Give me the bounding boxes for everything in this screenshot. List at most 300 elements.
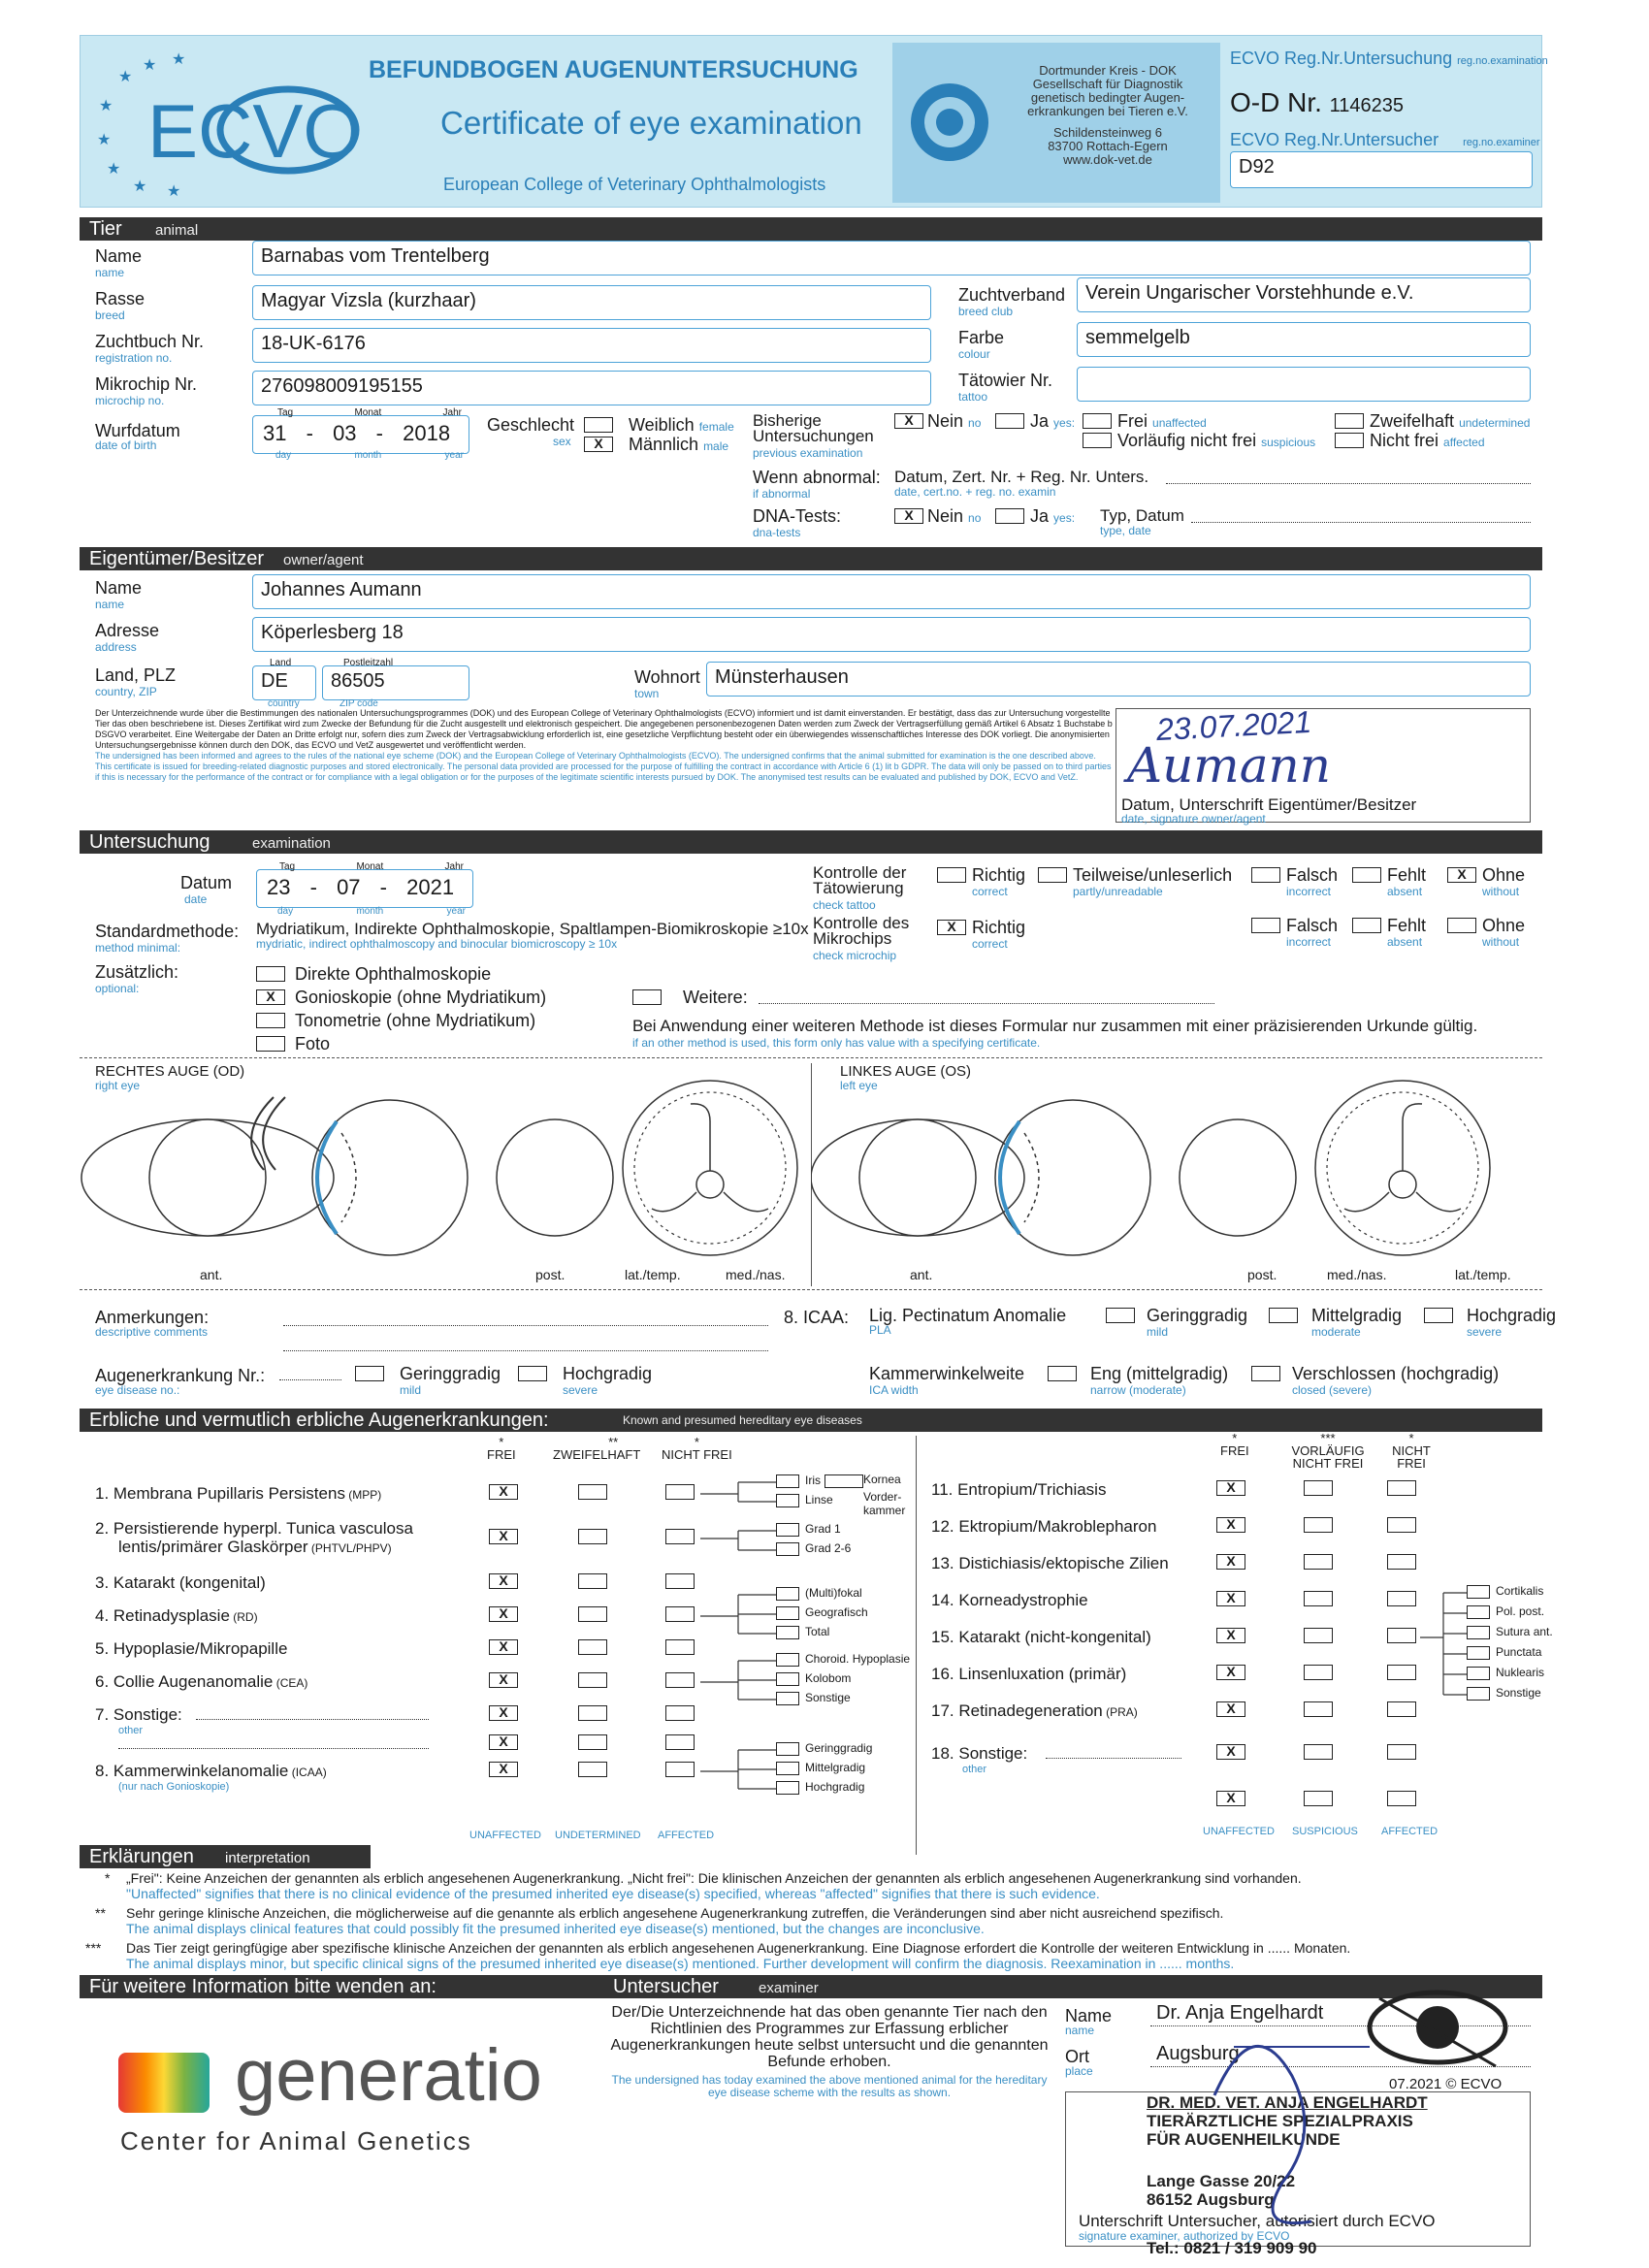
- interp-star2: **: [95, 1905, 106, 1921]
- prev-provfree-label: Vorläufig nicht frei suspicious: [1117, 431, 1316, 450]
- disease-free-checkbox[interactable]: X: [489, 1705, 518, 1721]
- disease-no-line[interactable]: [279, 1379, 341, 1380]
- colour-field[interactable]: semmelgelb: [1077, 322, 1531, 357]
- phtvl-option-label: Grad 2-6: [805, 1541, 852, 1555]
- svg-text:★: ★: [107, 161, 121, 178]
- cataract-option-checkbox[interactable]: [1467, 1626, 1490, 1639]
- lpa-mild-sub: mild: [1147, 1325, 1169, 1339]
- cataract-option-label: Sutura ant.: [1496, 1625, 1553, 1638]
- exam-year: 2021: [406, 875, 455, 899]
- cataract-option-checkbox[interactable]: [1467, 1585, 1490, 1599]
- lpa-severe-sub: severe: [1467, 1325, 1503, 1339]
- right-lat: lat./temp.: [625, 1267, 681, 1282]
- disease-row-label: 15. Katarakt (nicht-kongenital): [931, 1628, 1151, 1646]
- cataract-option-checkbox[interactable]: [1467, 1687, 1490, 1701]
- owner-signature-label: Datum, Unterschrift Eigentümer/Besitzer: [1121, 795, 1417, 814]
- dna-type-en: type, date: [1100, 524, 1151, 537]
- disease-prov-checkbox[interactable]: [1304, 1554, 1333, 1570]
- prev-provfree-checkbox[interactable]: [1083, 433, 1112, 448]
- owner-zip-field[interactable]: 86505: [322, 665, 469, 700]
- disease-row-label: 12. Ektropium/Makroblepharon: [931, 1517, 1157, 1536]
- disease-notfree-checkbox[interactable]: [1387, 1517, 1416, 1533]
- exam-date-field[interactable]: 23 - 07 - 2021: [256, 869, 473, 908]
- owner-town-sub: town: [634, 687, 660, 700]
- dna-type: Typ, Datum: [1100, 506, 1184, 525]
- tattoo-sub: tattoo: [958, 390, 988, 404]
- disease-prov-checkbox[interactable]: [1304, 1701, 1333, 1717]
- opt-tono-checkbox[interactable]: [256, 1013, 285, 1028]
- prev-no-checkbox[interactable]: X: [894, 413, 923, 429]
- opt-direct-checkbox[interactable]: [256, 966, 285, 982]
- disease-notfree-checkbox[interactable]: [665, 1639, 695, 1655]
- examiner-place-sub: place: [1065, 2064, 1093, 2078]
- dok-address-line: 83700 Rottach-Egern: [1048, 139, 1168, 153]
- tattoo-without-label: Ohne: [1482, 865, 1526, 885]
- mpp-vorder-label: Vorder-: [863, 1490, 902, 1504]
- dob-bottom-labels: day month year: [275, 450, 464, 461]
- foot-affected-left: AFFECTED: [658, 1830, 715, 1841]
- dna-label: DNA-Tests:: [753, 506, 842, 526]
- tattoo-partly-checkbox[interactable]: [1038, 867, 1067, 883]
- dob-sub: date of birth: [95, 438, 157, 452]
- disease-free-checkbox[interactable]: X: [1216, 1554, 1245, 1570]
- opt-gonio-checkbox[interactable]: X: [256, 989, 285, 1005]
- female-label: Weiblich female: [629, 415, 734, 435]
- disease-prov-checkbox[interactable]: [1304, 1591, 1333, 1606]
- examiner-name-label: Name: [1065, 2006, 1113, 2025]
- cataract-option-label: Pol. post.: [1496, 1604, 1545, 1618]
- male-checkbox[interactable]: X: [584, 437, 613, 452]
- generatio-sub: Center for Animal Genetics: [120, 2126, 472, 2155]
- chip-incorrect-label: Falsch: [1286, 916, 1339, 935]
- cea-option-bracket: [700, 1649, 776, 1711]
- chip-absent-sub: absent: [1387, 935, 1423, 949]
- disease-notfree-checkbox[interactable]: [1387, 1744, 1416, 1760]
- disease-free-checkbox[interactable]: X: [1216, 1701, 1245, 1717]
- tattoo-without-sub: without: [1482, 885, 1520, 898]
- disease-prov-checkbox[interactable]: [1304, 1744, 1333, 1760]
- svg-text:ECVO: ECVO: [147, 88, 363, 174]
- dna-yes-checkbox[interactable]: [995, 508, 1024, 524]
- disease-doubt-checkbox[interactable]: [578, 1762, 607, 1777]
- dob-field[interactable]: 31 - 03 - 2018: [252, 415, 469, 454]
- disease-row-label: 17. Retinadegeneration (PRA): [931, 1701, 1138, 1720]
- dna-no-checkbox[interactable]: X: [894, 508, 923, 524]
- disease-other-line[interactable]: [196, 1719, 429, 1720]
- disease-other-extra-line[interactable]: [118, 1748, 429, 1749]
- tattoo-correct-checkbox[interactable]: [937, 867, 966, 883]
- lpa-sub: PLA: [869, 1323, 891, 1337]
- additional-label: Zusätzlich:: [95, 962, 179, 982]
- reg-examiner-field[interactable]: D92: [1230, 151, 1533, 188]
- disease-row-label: 4. Retinadysplasie (RD): [95, 1606, 258, 1625]
- rd-option-checkbox[interactable]: [776, 1606, 799, 1620]
- disease-doubt-checkbox[interactable]: [578, 1639, 607, 1655]
- disease-doubt-checkbox[interactable]: [578, 1484, 607, 1500]
- tattoo-absent-sub: absent: [1387, 885, 1423, 898]
- rd-option-checkbox[interactable]: [776, 1587, 799, 1601]
- owner-country-field[interactable]: DE: [252, 665, 316, 700]
- disease-row-label: 11. Entropium/Trichiasis: [931, 1480, 1107, 1499]
- animal-name-field[interactable]: Barnabas vom Trentelberg: [252, 241, 1531, 275]
- icaa-option-bracket: [700, 1738, 776, 1800]
- interp-l2-de: Sehr geringe klinische Anzeichen, die möglicherweise auf die genannte als erblich angesehene Augenerkrankung zutreffen, die Veränderungen sind aber nicht ausreichend spezifisch.: [126, 1905, 1224, 1921]
- disease-severe-label: Hochgradig: [563, 1364, 653, 1383]
- reg-sub: registration no.: [95, 351, 173, 365]
- disease-row-label: 5. Hypoplasie/Mikropapille: [95, 1639, 288, 1658]
- cataract-option-label: Cortikalis: [1496, 1584, 1544, 1598]
- phtvl-option-checkbox[interactable]: [776, 1523, 799, 1537]
- disease-other-line[interactable]: [1046, 1758, 1181, 1759]
- owner-town-field[interactable]: Münsterhausen: [706, 662, 1531, 697]
- prev-sub: previous examination: [753, 446, 863, 460]
- examiner-signature-sub: signature examiner, authorized by ECVO: [1079, 2229, 1290, 2243]
- disease-free-checkbox[interactable]: X: [1216, 1744, 1245, 1760]
- svg-text:★: ★: [97, 132, 112, 148]
- disease-notfree-checkbox[interactable]: [665, 1529, 695, 1544]
- lpa-severe-checkbox[interactable]: [1424, 1308, 1453, 1323]
- dob-year: 2018: [403, 421, 451, 445]
- left-med: med./nas.: [1327, 1267, 1387, 1282]
- foot-suspicious-right: SUSPICIOUS: [1292, 1826, 1358, 1837]
- mpp-option-label: Iris: [805, 1474, 821, 1487]
- remarks-line-1[interactable]: [283, 1325, 768, 1326]
- prev-no-label: Nein no: [927, 411, 982, 431]
- breed-field[interactable]: Magyar Vizsla (kurzhaar): [252, 285, 931, 320]
- col-doubt-left: ** ZWEIFELHAFT: [553, 1435, 641, 1462]
- prev-yes-checkbox[interactable]: [995, 413, 1024, 429]
- svg-text:★: ★: [99, 98, 113, 114]
- icaw-closed-checkbox[interactable]: [1251, 1366, 1280, 1381]
- disease-notfree-checkbox[interactable]: [665, 1606, 695, 1622]
- owner-zip-s: ZIP code: [340, 698, 378, 709]
- left-ant: ant.: [910, 1267, 933, 1282]
- mpp-kornea-label: Kornea: [863, 1473, 901, 1486]
- disease-notfree-checkbox[interactable]: [1387, 1480, 1416, 1496]
- disease-row-sub: other: [962, 1764, 987, 1775]
- breed-sub: breed: [95, 308, 125, 322]
- opt-further-line[interactable]: [759, 1003, 1214, 1004]
- disease-free-checkbox[interactable]: X: [489, 1573, 518, 1589]
- chip-field[interactable]: 276098009195155: [252, 371, 931, 405]
- chip-correct-checkbox[interactable]: X: [937, 920, 966, 935]
- cea-option-checkbox[interactable]: [776, 1692, 799, 1705]
- chip-absent-label: Fehlt: [1387, 916, 1427, 935]
- disease-mild-label: Geringgradig: [400, 1364, 501, 1383]
- dna-line[interactable]: [1191, 522, 1531, 523]
- reg-examiner-label: ECVO Reg.Nr.Untersucher reg.no.examiner: [1230, 130, 1540, 149]
- tattoo-incorrect-checkbox[interactable]: [1251, 867, 1280, 883]
- disease-other-extra-doubt-checkbox[interactable]: [578, 1734, 607, 1750]
- disease-other-extra-free-checkbox[interactable]: X: [1216, 1791, 1245, 1806]
- examiner-stamp-tel: Tel.: 0821 / 319 909 90: [1147, 2239, 1317, 2257]
- chip-check-sub: check microchip: [813, 949, 897, 962]
- other-method-en: if an other method is used, this form only has value with a specifying certificate.: [632, 1036, 1041, 1050]
- right-eye-drawing: [80, 1063, 811, 1286]
- opt-further-checkbox[interactable]: [632, 989, 662, 1005]
- disease-other-extra-notfree-checkbox[interactable]: [665, 1734, 695, 1750]
- disease-row-label: 16. Linsenluxation (primär): [931, 1665, 1127, 1683]
- disease-row-label: 2. Persistierende hyperpl. Tunica vasculosa lentis/primärer Glaskörper (PHTVL/PHPV): [95, 1519, 413, 1556]
- disease-other-extra-free-checkbox[interactable]: X: [489, 1734, 518, 1750]
- tattoo-check-label: Kontrolle der Tätowierung: [813, 863, 907, 897]
- mpp-option-checkbox[interactable]: [776, 1474, 799, 1488]
- owner-addr-sub: address: [95, 640, 137, 654]
- disease-free-checkbox[interactable]: X: [1216, 1628, 1245, 1643]
- disease-notfree-checkbox[interactable]: [665, 1573, 695, 1589]
- disease-row-label: 1. Membrana Pupillaris Persistens (MPP): [95, 1484, 382, 1503]
- disease-mild-sub: mild: [400, 1383, 422, 1397]
- disease-row-label: 3. Katarakt (kongenital): [95, 1573, 266, 1592]
- col-notfree-left: * NICHT FREI: [662, 1435, 732, 1462]
- disease-notfree-checkbox[interactable]: [665, 1484, 695, 1500]
- dob-day: 31: [263, 421, 287, 445]
- owner-section-bar: Eigentümer/Besitzer owner/agent: [80, 547, 1542, 570]
- remarks-label: Anmerkungen:: [95, 1308, 210, 1327]
- disease-notfree-checkbox[interactable]: [1387, 1628, 1416, 1643]
- cataract-option-checkbox[interactable]: [1467, 1605, 1490, 1619]
- exam-date-top: Tag Monat Jahr: [279, 861, 464, 872]
- dok-address-line: www.dok-vet.de: [1063, 152, 1152, 167]
- tattoo-partly-label: Teilweise/unleserlich: [1073, 865, 1233, 885]
- examiner-signature-label: Unterschrift Untersucher, autorisiert durch ECVO: [1079, 2212, 1436, 2230]
- prev-yes-label: Ja yes:: [1030, 411, 1076, 431]
- prev-notfree-label: Nicht frei affected: [1370, 431, 1485, 450]
- abnormal-sub: if abnormal: [753, 487, 811, 501]
- prev-notfree-checkbox[interactable]: [1335, 433, 1364, 448]
- disease-row-label: 8. Kammerwinkelanomalie (ICAA): [95, 1762, 327, 1780]
- club-label: Zuchtverband: [958, 285, 1066, 305]
- examiner-place-value: Augsburg: [1156, 2043, 1240, 2064]
- disease-prov-checkbox[interactable]: [1304, 1517, 1333, 1533]
- tattoo-without-checkbox[interactable]: X: [1447, 867, 1476, 883]
- cataract-option-checkbox[interactable]: [1467, 1646, 1490, 1660]
- footer-bar: Für weitere Information bitte wenden an: Untersucher examiner: [80, 1975, 1542, 1998]
- right-eye-sub: right eye: [95, 1079, 141, 1092]
- dok-logo: [906, 79, 993, 166]
- icaw-narrow-sub: narrow (moderate): [1090, 1383, 1186, 1397]
- owner-signature-date: 23.07.2021: [1155, 703, 1312, 748]
- svg-text:★: ★: [133, 178, 147, 195]
- disease-prov-checkbox[interactable]: [1304, 1480, 1333, 1496]
- lpa-label: Lig. Pectinatum Anomalie: [869, 1306, 1067, 1325]
- disease-notfree-checkbox[interactable]: [1387, 1701, 1416, 1717]
- reg-exam-label: ECVO Reg.Nr.Untersuchung reg.no.examination: [1230, 49, 1548, 68]
- tattoo-field[interactable]: [1077, 367, 1531, 402]
- left-eye-label: LINKES AUGE (OS): [840, 1063, 972, 1080]
- prev-free-checkbox[interactable]: [1083, 413, 1112, 429]
- cea-option-checkbox[interactable]: [776, 1653, 799, 1667]
- opt-further-label: Weitere:: [683, 988, 748, 1007]
- chip-label: Mikrochip Nr.: [95, 374, 198, 394]
- foot-unaffected-right: UNAFFECTED: [1203, 1826, 1275, 1837]
- tattoo-check-sub: check tattoo: [813, 898, 876, 912]
- animal-section-bar: Tier animal: [80, 217, 1542, 241]
- disease-doubt-checkbox[interactable]: [578, 1606, 607, 1622]
- disease-other-extra-prov-checkbox[interactable]: [1304, 1791, 1333, 1806]
- icaa-option-checkbox[interactable]: [776, 1781, 799, 1795]
- dok-address-line: Gesellschaft für Diagnostik: [1032, 77, 1183, 91]
- dob-top-labels: Tag Monat Jahr: [277, 407, 462, 418]
- chip-without-sub: without: [1482, 935, 1520, 949]
- svg-text:★: ★: [172, 52, 186, 68]
- right-med: med./nas.: [726, 1267, 786, 1282]
- icaa-label: 8. ICAA:: [784, 1308, 850, 1327]
- reg-field[interactable]: 18-UK-6176: [252, 328, 931, 363]
- owner-addr-field[interactable]: Köperlesberg 18: [252, 617, 1531, 652]
- opt-direct-label: Direkte Ophthalmoskopie: [295, 964, 492, 984]
- lpa-mild-checkbox[interactable]: [1106, 1308, 1135, 1323]
- icaw-narrow-label: Eng (mittelgradig): [1090, 1364, 1229, 1383]
- disease-free-checkbox[interactable]: X: [1216, 1591, 1245, 1606]
- disease-notfree-checkbox[interactable]: [1387, 1554, 1416, 1570]
- disease-row-sub: (nur nach Gonioskopie): [118, 1781, 230, 1793]
- chip-incorrect-checkbox[interactable]: [1251, 918, 1280, 933]
- prev-doubtful-checkbox[interactable]: [1335, 413, 1364, 429]
- disease-free-checkbox[interactable]: X: [489, 1762, 518, 1777]
- icaa-option-label: Hochgradig: [805, 1780, 865, 1794]
- prev-doubtful-label: Zweifelhaft undetermined: [1370, 411, 1531, 431]
- rd-option-checkbox[interactable]: [776, 1626, 799, 1639]
- disease-free-checkbox[interactable]: X: [1216, 1517, 1245, 1533]
- dok-address-line: genetisch bedingter Augen-: [1030, 90, 1185, 105]
- disease-doubt-checkbox[interactable]: [578, 1573, 607, 1589]
- disease-row-label: 18. Sonstige:: [931, 1744, 1028, 1763]
- other-method-de: Bei Anwendung einer weiteren Methode ist dieses Formular nur zusammen mit einer präzisierenden Urkunde gültig.: [632, 1017, 1478, 1035]
- disease-severe-checkbox[interactable]: [518, 1366, 547, 1381]
- foot-affected-right: AFFECTED: [1381, 1826, 1439, 1837]
- icaw-label: Kammerwinkelweite: [869, 1364, 1025, 1383]
- diseases-divider: [916, 1436, 917, 1855]
- tattoo-correct-sub: correct: [972, 885, 1008, 898]
- mpp-kammer-label: kammer: [863, 1504, 906, 1517]
- sex-label: Geschlecht: [487, 415, 575, 435]
- disease-mild-checkbox[interactable]: [355, 1366, 384, 1381]
- disease-doubt-checkbox[interactable]: [578, 1705, 607, 1721]
- prev-label: Bisherige Untersuchungen: [753, 411, 874, 445]
- eye-logo-stamp-icon: [1360, 1979, 1515, 2076]
- owner-zip-l: Postleitzahl: [343, 658, 394, 668]
- chip-without-checkbox[interactable]: [1447, 918, 1476, 933]
- disease-free-checkbox[interactable]: X: [489, 1639, 518, 1655]
- owner-name-field[interactable]: Johannes Aumann: [252, 574, 1531, 609]
- interpretation-bar: Erklärungen interpretation: [80, 1845, 371, 1868]
- mpp-option-checkbox[interactable]: [776, 1494, 799, 1507]
- tattoo-absent-checkbox[interactable]: [1352, 867, 1381, 883]
- remarks-line-2[interactable]: [283, 1350, 768, 1351]
- tattoo-incorrect-label: Falsch: [1286, 865, 1339, 885]
- rd-option-label: Total: [805, 1625, 830, 1638]
- disease-notfree-checkbox[interactable]: [1387, 1591, 1416, 1606]
- chip-correct-label: Richtig: [972, 918, 1026, 937]
- disease-free-checkbox[interactable]: X: [489, 1672, 518, 1688]
- disease-prov-checkbox[interactable]: [1304, 1628, 1333, 1643]
- disease-notfree-checkbox[interactable]: [665, 1762, 695, 1777]
- examiner-name-sub: name: [1065, 2024, 1095, 2037]
- consent-text: Der Unterzeichnende wurde über die Bestimmungen des nationalen Untersuchungsprogrammes (DOK) und des European College of Veterinary Ophthalmologists (ECVO) informiert und ist damit einverstanden. Er bestätigt, dass das zur Untersuchung vorgestellte Tier das oben beschriebene ist. Dieses Zertifikat wird zum Zwecke der Befundung für die Zucht ausgestellt und elektronisch gespeichert. Die angegebenen personenbezogenen Daten werden zum Zweck der Vertragserfüllung gemäß Artikel 6 Absatz 1 Buchstabe b DSGVO verarbeitet. Eine Weitergabe der Daten an Dritte erfolgt nur, sofern dies zum Zweck der Vertragsabwicklung erforderlich ist, eine gesetzliche Verpflichtung besteht oder ein überwiegendes wissenschaftliches Interesse des DOK vorliegt. Die anonymisierten Untersuchungsergebnisse können durch den DOK, das ECVO und VetZ ausgewertet und veröffentlicht werden. The undersigned has been informed and agrees to the rules of the national eye scheme (DOK) and the European College of Veterinary Ophthalmologists (ECVO). The undersigned confirms that the animal submitted for examination is the one described above. This certificate is issued for breeding-related diagnostic purposes and stored electronically. The personal data provided are processed for the purpose of fulfilling the contract in accordance with Article 6 (1) lit b GDPR. The data will only be passed on to third parties if this is necessary for the performance of the contract or for compliance with a legal obligation or for the purposes of the legitimate scientific interests pursued by DOK. The anonymised test results can be evaluated and published by DOK, ECVO and VetZ.: [95, 708, 1113, 782]
- cea-option-checkbox[interactable]: [776, 1672, 799, 1686]
- cataract-option-checkbox[interactable]: [1467, 1667, 1490, 1680]
- abnormal-line[interactable]: [1166, 483, 1531, 484]
- colour-label: Farbe: [958, 328, 1005, 347]
- chip-sub: microchip no.: [95, 394, 165, 407]
- exam-date-bottom: day month year: [277, 906, 466, 917]
- disease-notfree-checkbox[interactable]: [665, 1672, 695, 1688]
- opt-photo-label: Foto: [295, 1034, 331, 1053]
- lpa-moderate-checkbox[interactable]: [1269, 1308, 1298, 1323]
- owner-country-sub: country, ZIP: [95, 685, 157, 698]
- disease-prov-checkbox[interactable]: [1304, 1665, 1333, 1680]
- dna-yes-label: Ja yes:: [1030, 506, 1076, 526]
- examiner-place-label: Ort: [1065, 2047, 1089, 2066]
- ecvo-logo: [89, 52, 380, 198]
- disease-row-label: 14. Korneadystrophie: [931, 1591, 1088, 1609]
- right-ant: ant.: [200, 1267, 223, 1282]
- foot-undetermined-left: UNDETERMINED: [555, 1830, 641, 1841]
- cea-option-label: Sonstige: [805, 1691, 851, 1704]
- animal-name-label: Name: [95, 246, 143, 266]
- method-label: Standardmethode:: [95, 922, 240, 941]
- abnormal-text: Datum, Zert. Nr. + Reg. Nr. Unters.: [894, 468, 1149, 486]
- disease-free-checkbox[interactable]: X: [489, 1606, 518, 1622]
- disease-doubt-checkbox[interactable]: [578, 1529, 607, 1544]
- right-post: post.: [535, 1267, 566, 1282]
- owner-signature-sub: date, signature owner/agent: [1121, 812, 1266, 826]
- interp-l1-en: "Unaffected" signifies that there is no clinical evidence of the presumed inherited eye disease(s) specified, whereas "affected" signifies that there is such evidence.: [126, 1886, 1100, 1901]
- disease-no-sub: eye disease no.:: [95, 1383, 180, 1397]
- abnormal-text-en: date, cert.no. + reg. no. examin: [894, 485, 1056, 499]
- disease-notfree-checkbox[interactable]: [1387, 1665, 1416, 1680]
- chip-correct-sub: correct: [972, 937, 1008, 951]
- opt-photo-checkbox[interactable]: [256, 1036, 285, 1052]
- dna-no-label: Nein no: [927, 506, 982, 526]
- interp-l3-en: The animal displays minor, but specific clinical signs of the presumed inherited eye disease(s) mentioned. Further development will confirm the diagnosis. Reexamination in ...... months.: [126, 1956, 1235, 1971]
- icaa-option-label: Mittelgradig: [805, 1761, 866, 1774]
- female-checkbox[interactable]: [584, 417, 613, 433]
- lpa-moderate-label: Mittelgradig: [1311, 1306, 1403, 1325]
- disease-free-checkbox[interactable]: X: [489, 1529, 518, 1544]
- club-field[interactable]: Verein Ungarischer Vorstehhunde e.V.: [1077, 277, 1531, 312]
- owner-name-label: Name: [95, 578, 143, 598]
- tattoo-label: Tätowier Nr.: [958, 371, 1053, 390]
- disease-free-checkbox[interactable]: X: [1216, 1480, 1245, 1496]
- examiner-stamp: DR. MED. VET. ANJA ENGELHARDT TIERÄRZTLICHE SPEZIALPRAXIS FÜR AUGENHEILKUNDE Lange Gasse 20/22 86152 Augsburg: [1147, 2093, 1428, 2209]
- chip-absent-checkbox[interactable]: [1352, 918, 1381, 933]
- icaa-option-checkbox[interactable]: [776, 1762, 799, 1775]
- disease-free-checkbox[interactable]: X: [489, 1484, 518, 1500]
- icaa-option-checkbox[interactable]: [776, 1742, 799, 1756]
- mpp-kornea-checkbox[interactable]: [824, 1474, 863, 1488]
- disease-notfree-checkbox[interactable]: [665, 1705, 695, 1721]
- phtvl-option-checkbox[interactable]: [776, 1542, 799, 1556]
- owner-name-sub: name: [95, 598, 125, 611]
- examiner-statement: Der/Die Unterzeichnende hat das oben genannte Tier nach den Richtlinien des Programmes zur Erfassung erblicher Augenerkrankungen heute selbst untersucht und die genannten Befunde erhoben. The undersigned has today examined the above mentioned animal for the hereditary eye disease scheme with the results as shown.: [610, 2004, 1049, 2099]
- method-value-en: mydriatic, indirect ophthalmoscopy and binocular biomicroscopy ≥ 10x: [256, 937, 618, 951]
- title-en: Certificate of eye examination: [440, 105, 862, 141]
- disease-row-label: 7. Sonstige:: [95, 1705, 182, 1724]
- owner-country-s: country: [268, 698, 300, 709]
- col-free-left: * FREI: [487, 1435, 516, 1462]
- disease-free-checkbox[interactable]: X: [1216, 1665, 1245, 1680]
- colour-sub: colour: [958, 347, 990, 361]
- disease-doubt-checkbox[interactable]: [578, 1672, 607, 1688]
- interp-star3: ***: [85, 1940, 102, 1956]
- disease-other-extra-notfree-checkbox[interactable]: [1387, 1791, 1416, 1806]
- left-post: post.: [1247, 1267, 1277, 1282]
- svg-text:★: ★: [167, 183, 181, 198]
- icaw-narrow-checkbox[interactable]: [1048, 1366, 1077, 1381]
- interp-l1-de: „Frei": Keine Anzeichen der genannten als erblich angesehenen Augenerkrankung. „Nicht frei": Die klinischen Anzeichen der genannten als erblich angesehenen Augenerkrankung sind vorhanden.: [126, 1870, 1302, 1886]
